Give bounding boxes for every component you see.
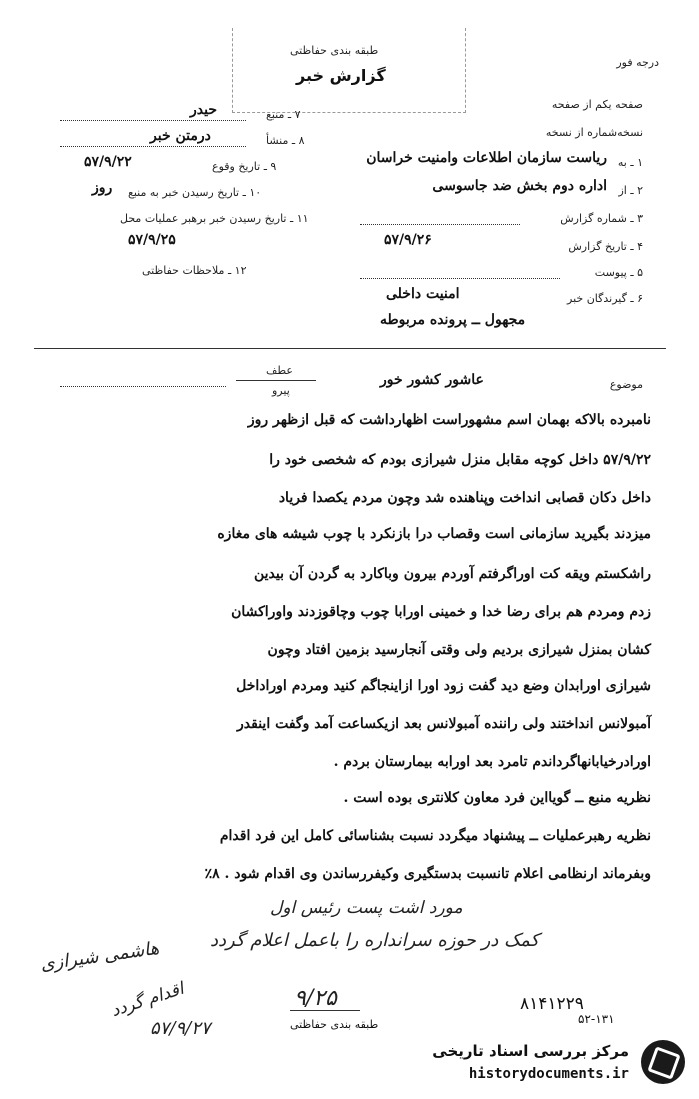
- leader-opinion-line: وبفرماند ارنظامی اعلام تانسبت بدستگیری وکیفررساندن وی اقدام شود . ۸٪: [204, 866, 651, 882]
- attachment-label: ۵ ـ پیوست: [594, 266, 643, 279]
- atf-label: عطف: [266, 364, 293, 377]
- leader-date-label: ۱۱ ـ تاریخ رسیدن خبر برهبر عملیات محل: [120, 212, 309, 225]
- received-date-label: ۱۰ ـ تاریخ رسیدن خبر به منبع: [128, 186, 262, 199]
- handwritten-signature: هاشمی شیرازی: [39, 937, 161, 976]
- recipients-extra: مجهول ــ پرونده مربوطه: [380, 312, 526, 328]
- body-line: شیرازی اورابدان وضع دید گفت زود اورا ازاینجاگم کنید ومردم اوراداخل: [236, 678, 651, 694]
- handwritten-note-2: کمک در حوزه سرانداره را باعمل اعلام گردد: [210, 930, 540, 951]
- doc-number: ۸۱۴۱۲۲۹: [520, 994, 584, 1014]
- body-line: آمبولانس انداختند ولی راننده آمبولانس بعد ازیکساعت آمد وگفت اینقدر: [237, 716, 651, 732]
- classification-bottom: طبقه بندی حفاظتی: [290, 1018, 379, 1031]
- body-line: اورادرخیابانهاگرداندم تامرد بعد اورابه بیمارستان بردم .: [333, 754, 651, 770]
- atf-divider: [236, 380, 316, 381]
- page-line: صفحه یکم از صفحه: [551, 98, 643, 111]
- recipients-label: ۶ ـ گیرندگان خبر: [567, 292, 643, 305]
- body-line: زدم ومردم هم برای رضا خدا و خمینی اورابا چوب وچاقوزدند واوراکشان: [231, 604, 651, 620]
- report-date-value: ۵۷/۹/۲۶: [384, 232, 432, 248]
- doc-code: ۵۲-۱۳۱: [578, 1012, 615, 1026]
- ref-underline: [290, 1010, 360, 1011]
- source-opinion: نظریه منبع ــ گویااین فرد معاون کلانتری بوده است .: [343, 790, 651, 806]
- attachment-dots: [360, 278, 560, 279]
- report-number-dots: [360, 224, 520, 225]
- report-title: گزارش خبر: [296, 66, 386, 85]
- body-line: داخل دکان قصابی انداخت وپناهنده شد وچون مردم یکصدا فریاد: [278, 490, 651, 506]
- to-value: ریاست سازمان اطلاعات وامنیت خراسان: [366, 150, 607, 166]
- brand-logo-icon: [641, 1040, 685, 1084]
- brand-url[interactable]: historydocuments.ir: [468, 1066, 629, 1082]
- handwritten-date: ۵۷/۹/۲۷: [150, 1018, 211, 1039]
- from-label: ۲ ـ از: [618, 184, 643, 197]
- body-line: کشان بمنزل شیرازی بردیم ولی وقتی آنجارسید بزمین افتاد وچون: [267, 642, 651, 658]
- body-line: راشکستم ویقه کت اوراگرفتم آوردم بیرون وباکارد به گردن آن بیدین: [253, 566, 651, 582]
- report-date-label: ۴ ـ تاریخ گزارش: [568, 240, 643, 253]
- body-line: میزدند بگیرید سازمانی است وقصاب درا بازنکرد با چوب شیشه های مغازه: [217, 526, 651, 542]
- origin-dots: [60, 146, 246, 147]
- copy-line: نسخه‌شماره از نسخه: [545, 126, 643, 139]
- from-value: اداره دوم بخش ضد جاسوسی: [432, 178, 607, 194]
- source-value: حیدر: [190, 102, 217, 118]
- handwritten-note-1: مورد اشت پست رئیس اول: [270, 898, 463, 918]
- leader-date-value: ۵۷/۹/۲۵: [128, 232, 176, 248]
- classification-top: طبقه بندی حفاظتی: [290, 44, 379, 57]
- source-dots: [60, 120, 246, 121]
- report-number-label: ۳ ـ شماره گزارش: [560, 212, 643, 225]
- occurrence-date-label: ۹ ـ تاریخ وقوع: [212, 160, 277, 173]
- subject-label: موضوع: [609, 378, 643, 391]
- handwritten-note-3: اقدام گردد: [108, 978, 187, 1022]
- body-line: نامبرده بالاکه بهمان اسم مشهوراست اظهارداشت که قبل ازظهر روز: [247, 412, 651, 428]
- recipients-value: امنیت داخلی: [386, 286, 460, 302]
- origin-value: درمتن خبر: [150, 128, 211, 144]
- handwritten-ref-number: ۹/۲۵: [294, 986, 337, 1011]
- subject-value: عاشور کشور خور: [380, 372, 484, 388]
- received-date-value: روز: [92, 180, 113, 196]
- body-line: ۵۷/۹/۲۲ داخل کوچه مقابل منزل شیرازی بودم که شخصی خود را: [269, 452, 651, 468]
- brand-name: مرکز بررسی اسناد تاریخی: [432, 1042, 629, 1060]
- divider-top: [34, 348, 666, 349]
- source-label: ۷ ـ منبع: [266, 108, 301, 121]
- occurrence-date-value: ۵۷/۹/۲۲: [84, 154, 132, 170]
- leader-opinion-line: نظریه رهبرعملیات ــ پیشنهاد میگردد نسبت بشناسائی کامل این فرد اقدام: [219, 828, 651, 844]
- subject-dots-left: [60, 386, 226, 387]
- origin-label: ۸ ـ منشأ: [266, 134, 305, 147]
- to-label: ۱ ـ به: [617, 156, 643, 169]
- degree-label: درجه فور: [616, 56, 659, 69]
- security-notes-label: ۱۲ ـ ملاحظات حفاظتی: [142, 264, 247, 277]
- beed-label: پیرو: [272, 384, 290, 397]
